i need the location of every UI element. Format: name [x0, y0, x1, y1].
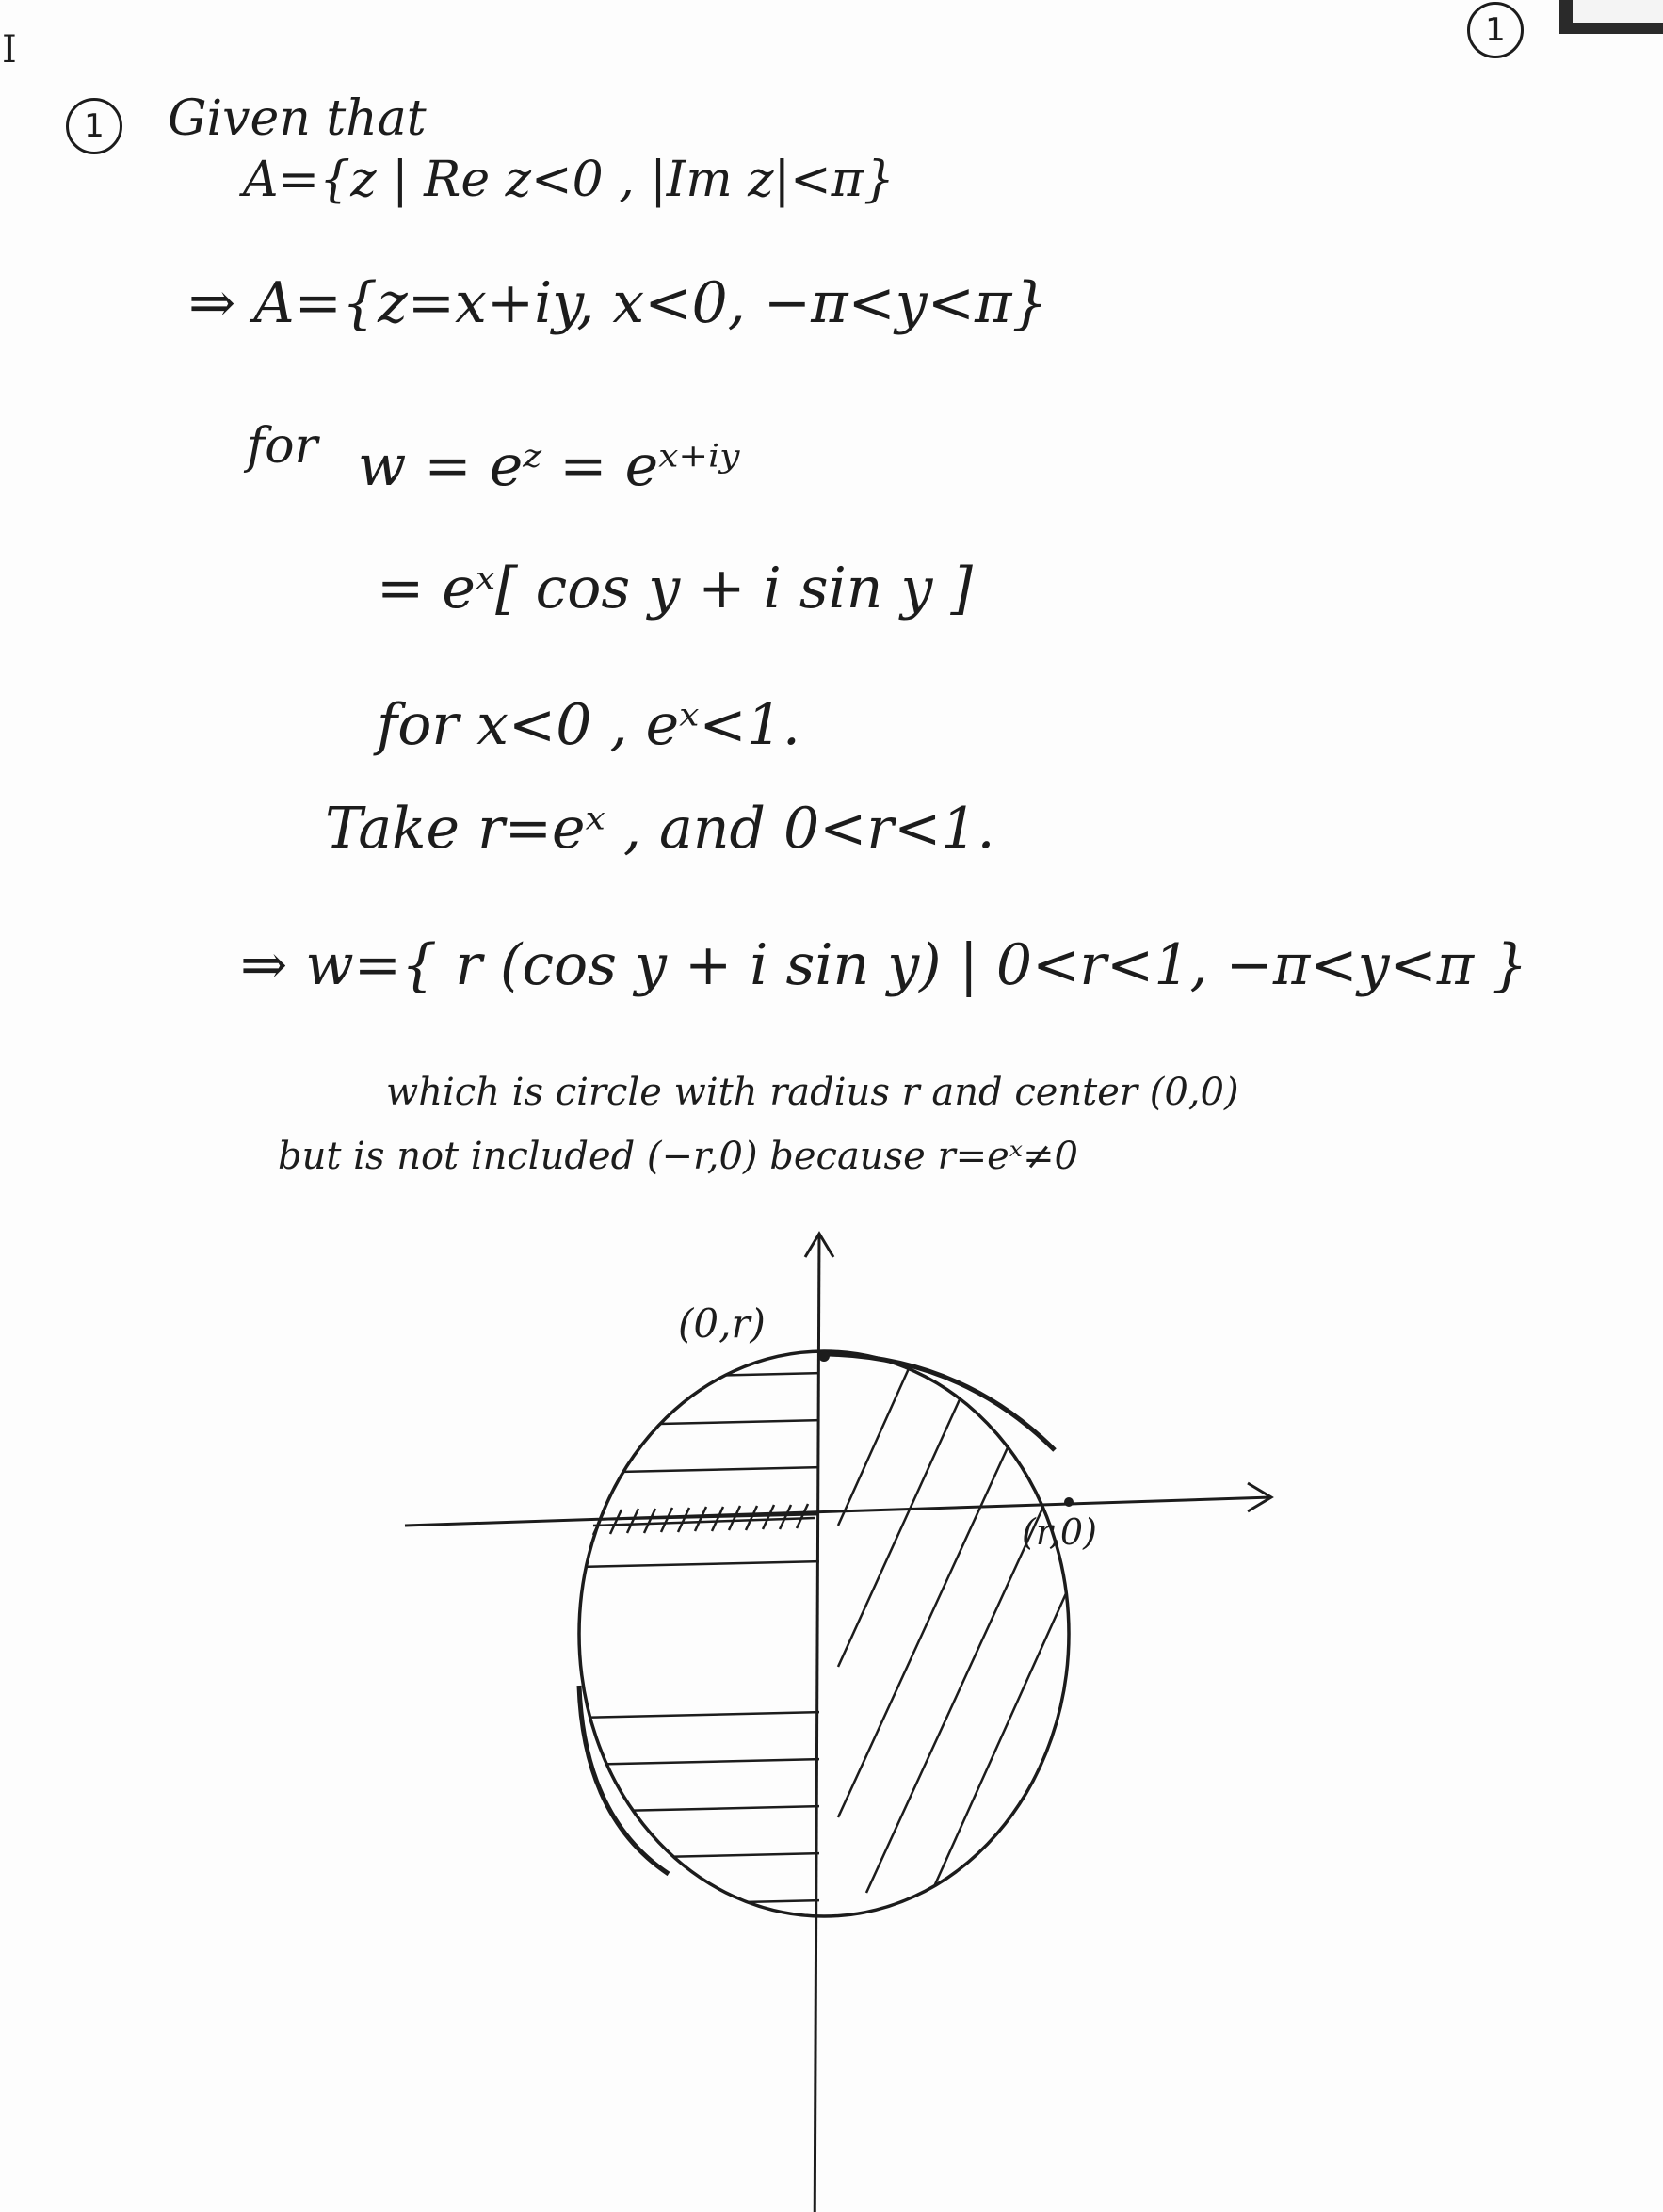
label-right-point: (r,0)	[1022, 1511, 1097, 1553]
top-point-marker	[818, 1350, 830, 1362]
not-included-line: but is not included (−r,0) because r=eˣ≠0	[278, 1135, 1078, 1178]
scan-edge-mark	[1559, 0, 1663, 34]
unit-disk-boundary	[579, 1351, 1069, 1916]
map-line: w = eᶻ = eˣ⁺ⁱʸ	[358, 433, 740, 499]
label-top-point: (0,r)	[678, 1300, 766, 1347]
set-definition-line: A={z | Re z<0 , |Im z|<π}	[243, 152, 895, 208]
image-set-line: ⇒ w={ r (cos y + i sin y) | 0<r<1, −π<y<π }	[240, 932, 1528, 998]
y-axis	[815, 1234, 819, 2212]
top-right-arc-emphasis	[824, 1354, 1055, 1450]
scan-edge-inner	[1573, 0, 1663, 23]
problem-number-text: 1	[84, 107, 105, 145]
which-is-circle-line: which is circle with radius r and center (0,0)	[386, 1071, 1239, 1114]
circle-diagram-svg	[396, 1215, 1300, 2212]
right-half-hatching	[838, 1337, 1130, 1912]
page-number	[1467, 2, 1524, 58]
right-point-marker	[1064, 1497, 1074, 1507]
bottom-left-arc-emphasis	[579, 1686, 669, 1874]
x-axis	[405, 1497, 1271, 1526]
for-label: for	[247, 418, 318, 475]
circle-diagram	[396, 1215, 1300, 2212]
problem-number	[66, 98, 122, 154]
page-number-text: 1	[1485, 11, 1506, 49]
given-label: Given that	[168, 90, 427, 147]
bound-line: for x<0 , eˣ<1.	[377, 692, 800, 758]
take-r-line: Take r=eˣ , and 0<r<1.	[325, 796, 995, 862]
set-expansion-line: ⇒ A={z=x+iy, x<0, −π<y<π}	[188, 270, 1048, 336]
margin-mark: I	[2, 28, 17, 72]
polar-form-line: = eˣ[ cos y + i sin y ]	[377, 556, 973, 622]
